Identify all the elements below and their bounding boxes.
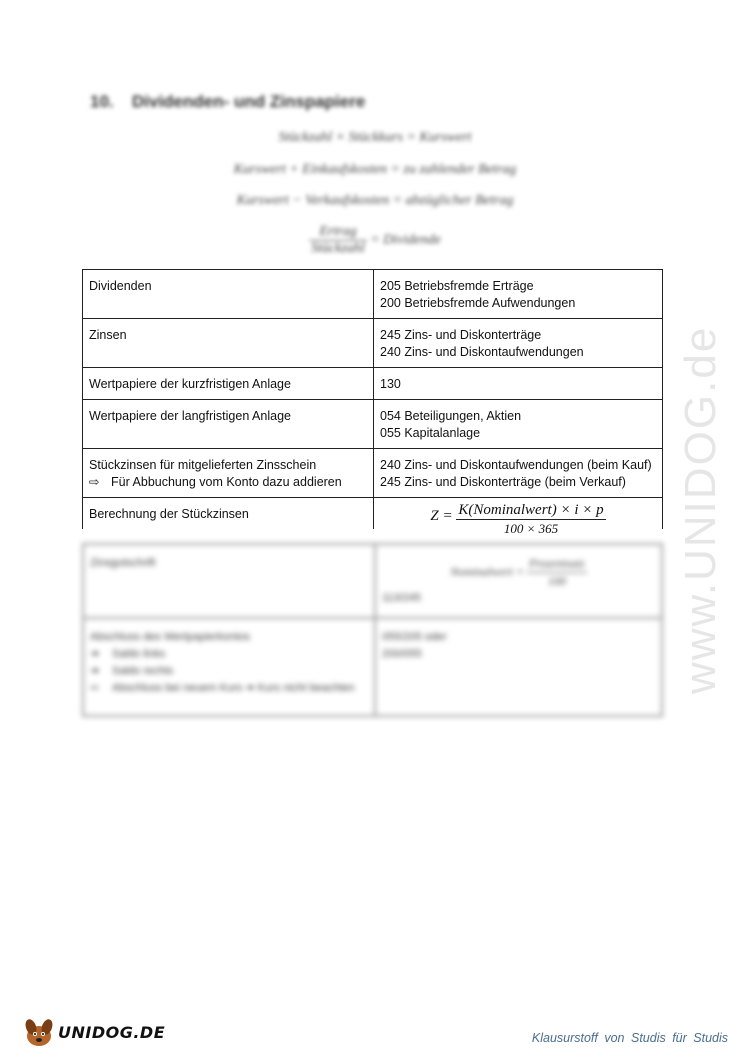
row-label-cell (83, 368, 374, 400)
hollow-arrow-icon: ⇨ (89, 475, 100, 489)
row-label: Stückzinsen für mitgelieferten Zinsschein (89, 458, 317, 472)
account-line: 245 Zins- und Diskonterträge (380, 328, 542, 342)
account-line: 245 Zins- und Diskonterträge (beim Verkauf) (380, 475, 626, 489)
formula-expr: Nominalwert × (450, 564, 525, 579)
bullet-text: Saldo links (112, 648, 166, 660)
dog-icon (22, 1016, 56, 1048)
table-row (83, 449, 663, 498)
row-accounts-cell (375, 618, 662, 716)
watermark: www.UNIDOG.de (676, 325, 725, 695)
blurred-preview-table (82, 543, 663, 717)
table-row (83, 618, 662, 716)
fraction-denominator: 100 × 365 (503, 521, 559, 536)
bullet-line (90, 680, 368, 697)
fraction-numerator: K(Nominalwert) × i × p (458, 502, 604, 518)
account-line: 240 Zins- und Diskontaufwendungen (380, 345, 584, 359)
zins-fraction (527, 555, 587, 590)
table-row (83, 319, 663, 368)
row-label: Zinsgutschrift (90, 557, 156, 569)
bullet-text: Saldo rechts (112, 665, 174, 677)
row-label-cell (83, 270, 374, 319)
bullet-text: Abschluss bei neuem Kurs ➔ Kurs nicht beachten (112, 682, 355, 694)
fraction-denominator: Stückzahl (311, 241, 365, 256)
row-label-cell (83, 544, 375, 618)
table-row (83, 368, 663, 400)
section-title: Dividenden- und Zinspapiere (132, 92, 366, 111)
unidog-logo (22, 1012, 165, 1052)
footer-slogan: Klausurstoff von Studis für Studis (531, 1031, 728, 1045)
formula-abzug: Kurswert − Verkaufskosten = abzüglicher Betrag (236, 193, 514, 208)
formula-zahlbetrag: Kurswert + Einkaufskosten = zu zahlender Betrag (233, 162, 517, 177)
fraction-numerator: Ertrag (309, 224, 367, 241)
formula-lhs: Z = (430, 508, 453, 524)
account-line: 055 Kapitalanlage (380, 426, 481, 440)
row-accounts-cell (374, 449, 663, 498)
account-line: 130 (380, 377, 401, 391)
row-label-cell (83, 618, 375, 716)
bullet-line (90, 646, 368, 663)
note-text: Für Abbuchung vom Konto dazu addieren (111, 475, 342, 489)
row-label: Abschluss des Wertpapierkontos (90, 631, 250, 643)
row-accounts-cell (374, 319, 663, 368)
account-line: 113/245 (382, 592, 421, 604)
row-label-cell (83, 498, 374, 530)
row-accounts-cell (375, 544, 662, 618)
solid-arrow-icon: ➔ (90, 665, 100, 677)
section-number: 10. (90, 92, 114, 111)
brand-name: UNIDOG.DE (58, 1022, 166, 1042)
table-row (83, 270, 663, 319)
row-accounts-cell (374, 368, 663, 400)
row-label: Zinsen (89, 328, 127, 342)
row-label: Wertpapiere der kurzfristigen Anlage (89, 377, 291, 391)
table-row (83, 400, 663, 449)
stueckzinsen-formula-cell (374, 498, 663, 536)
row-label: Berechnung der Stückzinsen (89, 507, 249, 521)
hollow-arrow-icon: ⇨ (90, 682, 100, 694)
fraction-numerator: Prozentsatz (527, 555, 587, 573)
bullet-line (90, 663, 368, 680)
account-line: 205 Betriebsfremde Erträge (380, 279, 534, 293)
section-heading (90, 92, 365, 112)
account-line: 200 Betriebsfremde Aufwendungen (380, 296, 576, 310)
zinsgutschrift-formula (382, 555, 655, 590)
row-label: Dividenden (89, 279, 152, 293)
table-row (83, 498, 663, 530)
row-label-cell (83, 449, 374, 498)
account-line: 200/055 (382, 648, 422, 660)
account-line: 055/205 oder (382, 631, 447, 643)
formula-kurswert: Stückzahl × Stückkurs = Kurswert (278, 130, 472, 145)
row-label: Wertpapiere der langfristigen Anlage (89, 409, 291, 423)
row-label-cell (83, 400, 374, 449)
account-line: 054 Beteiligungen, Aktien (380, 409, 522, 423)
accounts-table (82, 269, 663, 536)
dividende-fraction (309, 224, 367, 257)
formula-rhs: = Dividende (370, 232, 441, 248)
stueckzinsen-fraction (456, 502, 605, 537)
account-line: 240 Zins- und Diskontaufwendungen (beim Kauf) (380, 458, 652, 472)
table-row (83, 544, 662, 618)
solid-arrow-icon: ➔ (90, 648, 100, 660)
row-accounts-cell (374, 270, 663, 319)
fraction-denominator: 100 (547, 574, 566, 588)
row-accounts-cell (374, 400, 663, 449)
row-label-cell (83, 319, 374, 368)
formula-dividende (0, 224, 750, 257)
note-line (89, 474, 367, 491)
